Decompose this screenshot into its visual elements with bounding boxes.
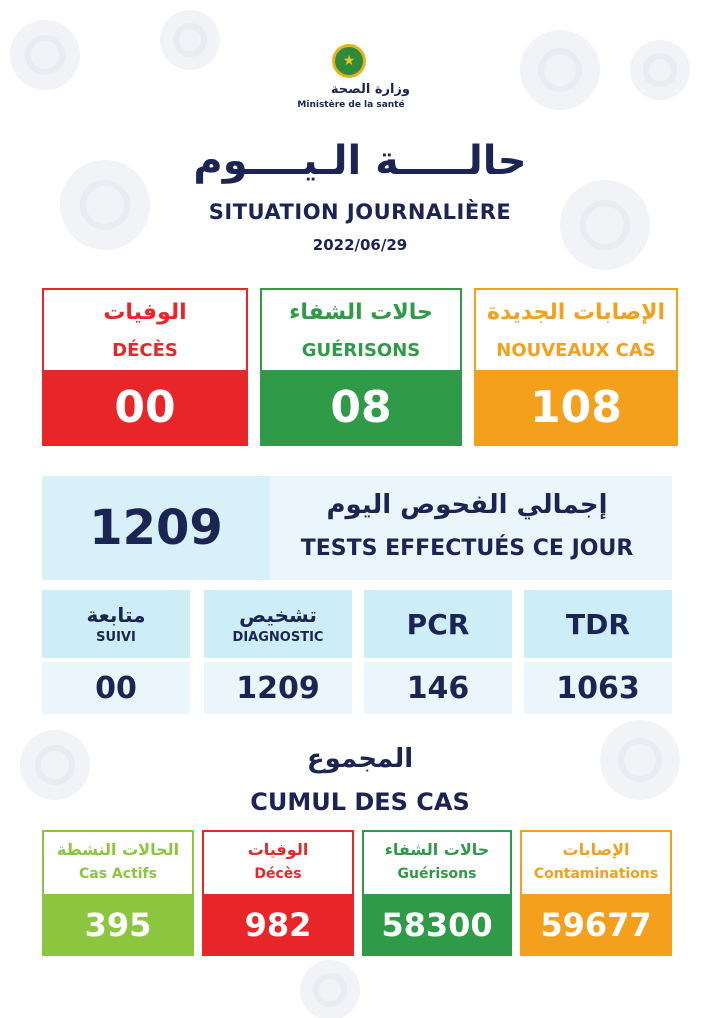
virus-decoration-icon (20, 730, 90, 800)
card-daily-new-cases (474, 288, 678, 446)
tdr-value: 1063 (524, 662, 672, 714)
diagnostic-value: 1209 (204, 662, 352, 714)
daily-deaths-value: 00 (42, 370, 248, 446)
suivi-label-french: SUIVI (96, 629, 136, 645)
ministry-emblem-icon: ★ (332, 44, 366, 78)
virus-decoration-icon (10, 20, 80, 90)
tests-label-arabic: إجمالي الفحوص اليوم (326, 490, 608, 520)
suivi-value: 00 (42, 662, 190, 714)
cumul-active-value: 395 (42, 894, 194, 956)
virus-decoration-icon (60, 160, 150, 250)
daily-new-cases-label-french: NOUVEAUX CAS (496, 340, 656, 361)
card-cumul-deaths (202, 830, 354, 956)
daily-new-cases-value: 108 (474, 370, 678, 446)
cumul-deaths-value: 982 (202, 894, 354, 956)
tests-suivi-block (42, 590, 190, 714)
tdr-label: TDR (566, 607, 630, 641)
virus-decoration-icon (630, 40, 690, 100)
cumul-deaths-label-french: Décès (254, 866, 302, 882)
daily-recoveries-value: 08 (260, 370, 462, 446)
cumul-title-french: CUMUL DES CAS (250, 788, 470, 816)
tests-tdr-block (524, 590, 672, 714)
daily-deaths-label-french: DÉCÈS (112, 340, 178, 361)
daily-recoveries-label-french: GUÉRISONS (301, 340, 421, 361)
cumul-contaminations-value: 59677 (520, 894, 672, 956)
cumul-contaminations-label-french: Contaminations (533, 866, 659, 882)
cumul-recoveries-label-arabic: حالات الشفاء (384, 840, 490, 859)
cumul-title-arabic: المجموع (306, 744, 414, 774)
card-daily-deaths (42, 288, 248, 446)
tests-pcr-block (364, 590, 512, 714)
daily-deaths-label-arabic: الوفيات (103, 300, 187, 325)
cumul-contaminations-label-arabic: الإصابات (562, 840, 630, 859)
pcr-value: 146 (364, 662, 512, 714)
daily-recoveries-label-arabic: حالات الشفاء (289, 300, 433, 325)
report-date: 2022/06/29 (312, 236, 408, 254)
page-title-arabic: حالـــــة الـيــــوم (193, 138, 527, 184)
virus-decoration-icon (160, 10, 220, 70)
card-cumul-active (42, 830, 194, 956)
daily-new-cases-label-arabic: الإصابات الجديدة (486, 300, 666, 325)
card-daily-recoveries (260, 288, 462, 446)
pcr-label: PCR (406, 607, 470, 641)
virus-decoration-icon (300, 960, 360, 1018)
cumul-deaths-label-arabic: الوفيات (247, 840, 309, 859)
page-title-french: SITUATION JOURNALIÈRE (208, 200, 512, 224)
cumul-active-label-arabic: الحالات النشطة (56, 840, 180, 859)
virus-decoration-icon (600, 720, 680, 800)
suivi-label-arabic: متابعة (86, 602, 146, 627)
diagnostic-label-french: DIAGNOSTIC (232, 629, 324, 645)
card-cumul-recoveries (362, 830, 512, 956)
cumul-active-label-french: Cas Actifs (79, 866, 157, 882)
cumul-recoveries-value: 58300 (362, 894, 512, 956)
diagnostic-label-arabic: تشخيص (239, 602, 317, 627)
ministry-name-french: Ministère de la santé (297, 100, 405, 110)
tests-label-french: TESTS EFFECTUÉS CE JOUR (300, 536, 634, 561)
tests-total-value: 1209 (42, 476, 270, 580)
virus-decoration-icon (520, 30, 600, 110)
ministry-name-arabic: وزارة الصحة (330, 82, 410, 97)
tests-summary-panel (42, 476, 672, 580)
card-cumul-contaminations (520, 830, 672, 956)
cumul-recoveries-label-french: Guérisons (397, 866, 477, 882)
tests-diagnostic-block (204, 590, 352, 714)
virus-decoration-icon (560, 180, 650, 270)
